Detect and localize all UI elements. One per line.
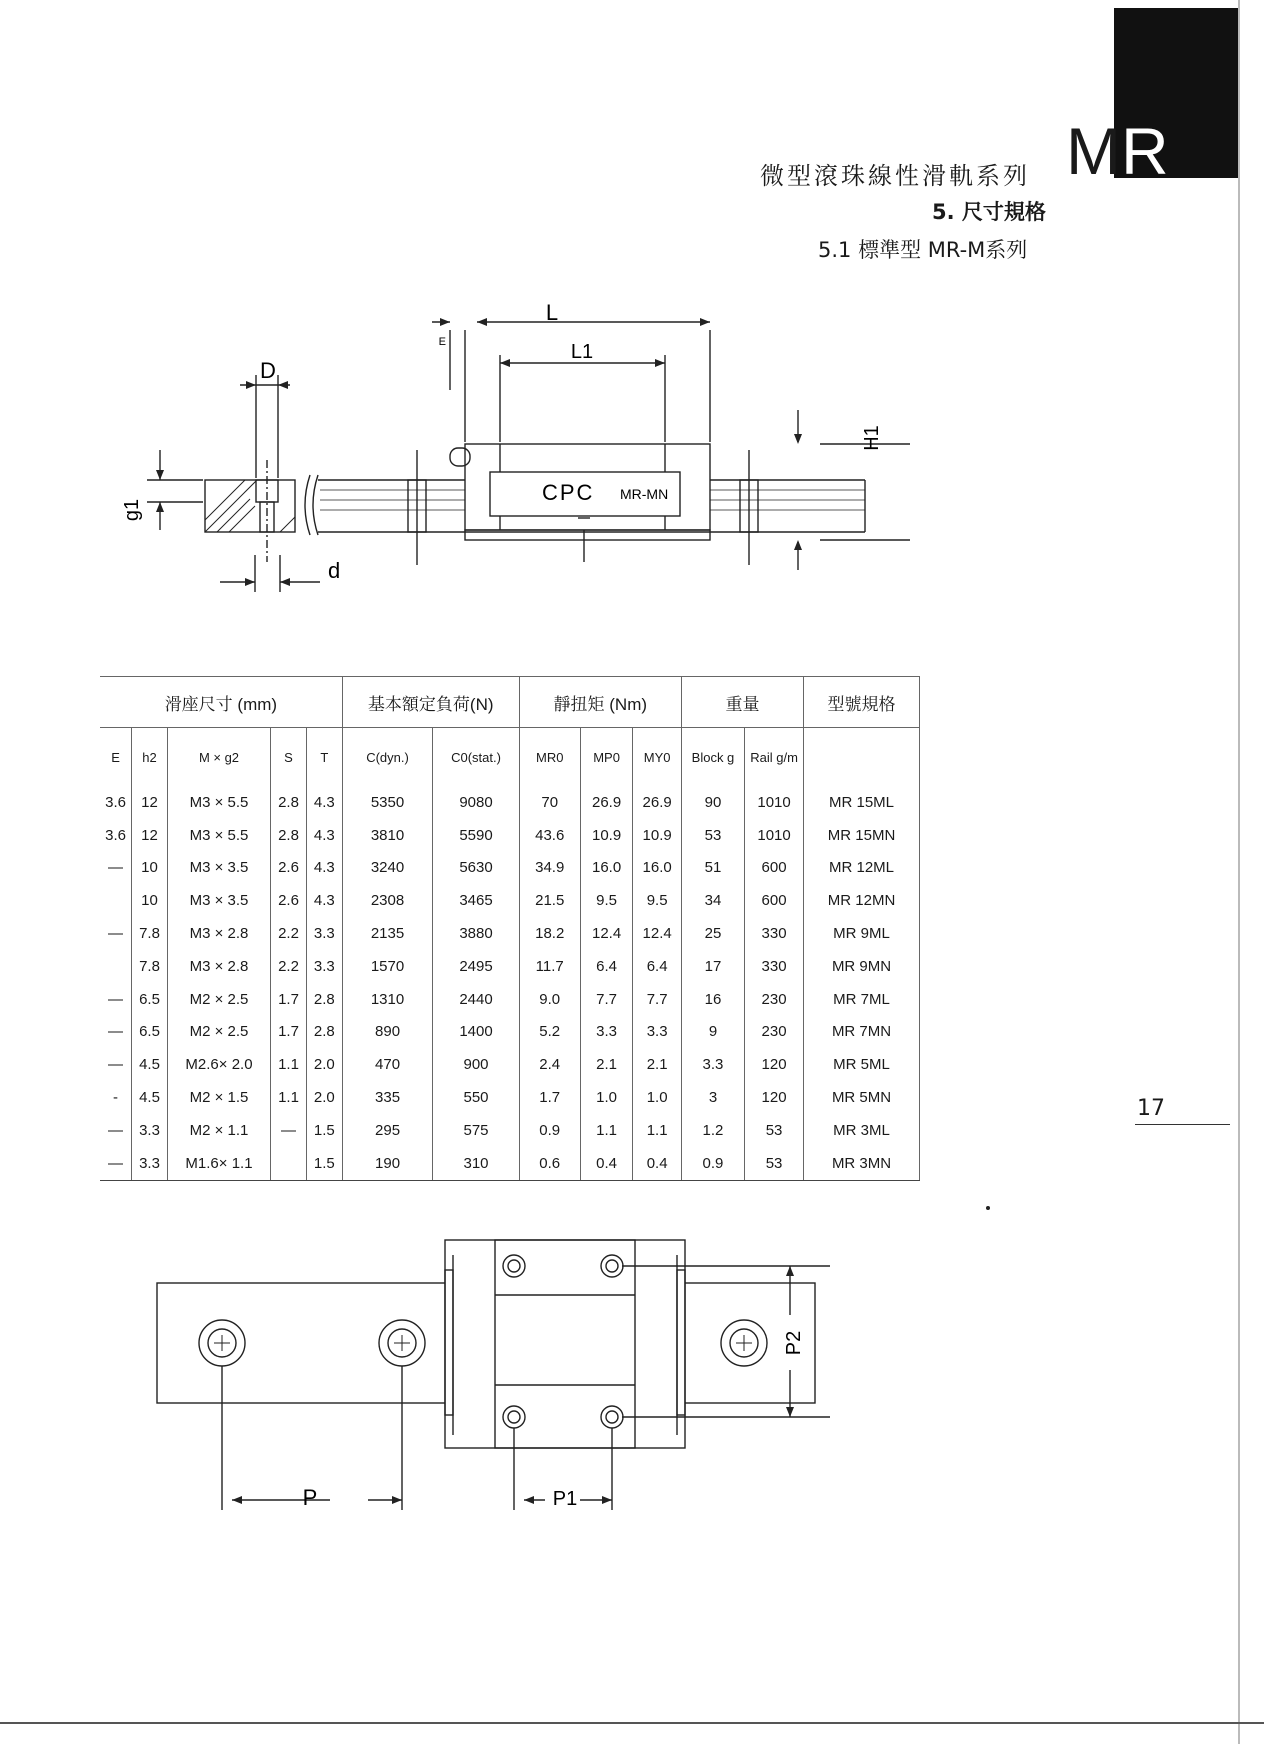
table-cell: 26.9	[633, 786, 681, 819]
table-row	[100, 1147, 920, 1180]
table-cell: 1.5	[306, 1147, 342, 1180]
table-cell: 2.6	[271, 852, 307, 885]
table-cell: 230	[745, 1016, 804, 1049]
table-row	[100, 1114, 920, 1147]
table-cell: M3 × 3.5	[167, 852, 270, 885]
table-cell: 120	[745, 1081, 804, 1114]
table-cell: 3.3	[633, 1016, 681, 1049]
table-cell: 1010	[745, 786, 804, 819]
table-cell: 9.0	[519, 983, 580, 1016]
table-cell: 21.5	[519, 884, 580, 917]
section-title	[932, 196, 1046, 226]
table-cell: M2 × 1.5	[167, 1081, 270, 1114]
table-cell: 1.1	[580, 1114, 633, 1147]
table-cell: 26.9	[580, 786, 633, 819]
table-cell: MR 5ML	[804, 1048, 920, 1081]
table-cell: —	[108, 925, 124, 943]
table-cell: 9.5	[580, 884, 633, 917]
block-brand-text: CPC	[542, 480, 595, 505]
table-cell: —	[108, 1056, 124, 1074]
table-cell: —	[100, 1147, 132, 1180]
table-cell: 5630	[433, 852, 519, 885]
table-cell: 3810	[342, 819, 433, 852]
dim-label-E: E	[438, 336, 446, 348]
col-header: h2	[132, 728, 168, 787]
table-cell: 3465	[433, 884, 519, 917]
table-cell: 3880	[433, 917, 519, 950]
table-row	[100, 1048, 920, 1081]
dim-label-P1: P1	[552, 1488, 578, 1510]
table-cell: M2 × 2.5	[167, 1016, 270, 1049]
table-cell: 7.8	[132, 950, 168, 983]
header-model: 型號規格	[804, 677, 920, 728]
table-cell: M2.6× 2.0	[167, 1048, 270, 1081]
table-cell: 70	[519, 786, 580, 819]
table-cell: 0.9	[519, 1114, 580, 1147]
table-cell: 2.0	[306, 1048, 342, 1081]
table-cell: 18.2	[519, 917, 580, 950]
table-cell: 7.7	[580, 983, 633, 1016]
table-cell: 7.8	[132, 917, 168, 950]
col-header: E	[111, 749, 120, 765]
table-cell: MR 9MN	[804, 950, 920, 983]
table-cell: 4.3	[306, 852, 342, 885]
table-cell: 2.4	[519, 1048, 580, 1081]
table-cell: —	[108, 990, 124, 1008]
col-header: MP0	[580, 728, 633, 787]
table-cell	[271, 1147, 307, 1180]
subsection-title: 5.1 標準型 MR-M系列	[818, 238, 1028, 262]
table-cell: 2.8	[306, 983, 342, 1016]
table-cell: —	[108, 1023, 124, 1041]
table-cell: MR 3ML	[804, 1114, 920, 1147]
table-cell: 5590	[433, 819, 519, 852]
table-cell: 2440	[433, 983, 519, 1016]
table-body	[100, 786, 920, 1180]
dim-label-P: P	[302, 1485, 318, 1510]
table-cell: —	[108, 859, 124, 877]
table-cell: 11.7	[519, 950, 580, 983]
table-cell: MR 9ML	[804, 917, 920, 950]
dim-label-H1: H1	[861, 425, 883, 451]
side-view-diagram	[120, 300, 920, 600]
series-code-m: M	[1066, 114, 1121, 188]
table-cell: 335	[342, 1081, 433, 1114]
table-cell: MR 15ML	[804, 786, 920, 819]
table-cell: M3 × 5.5	[167, 819, 270, 852]
table-cell: 3.3	[580, 1016, 633, 1049]
table-cell: 6.4	[633, 950, 681, 983]
table-cell: 3.3	[306, 917, 342, 950]
page-number: 17	[1137, 1096, 1165, 1121]
table-cell: 3240	[342, 852, 433, 885]
table-cell: 310	[433, 1147, 519, 1180]
table-cell: 2495	[433, 950, 519, 983]
table-cell: 600	[745, 852, 804, 885]
table-cell: MR 12ML	[804, 852, 920, 885]
table-cell: 1.2	[681, 1114, 744, 1147]
table-row	[100, 983, 920, 1016]
top-view-diagram	[140, 1225, 900, 1525]
table-cell: 2.2	[271, 917, 307, 950]
dim-label-D: D	[260, 358, 276, 383]
table-cell: 10	[132, 852, 168, 885]
col-header	[804, 728, 920, 787]
table-cell: 53	[745, 1147, 804, 1180]
table-cell: 10.9	[580, 819, 633, 852]
header-block-dims: 滑座尺寸 (mm)	[100, 677, 342, 728]
table-cell: 5350	[342, 786, 433, 819]
table-cell: 295	[342, 1114, 433, 1147]
header-weight: 重量	[681, 677, 803, 728]
table-cell: 6.5	[132, 983, 168, 1016]
table-cell: 16.0	[633, 852, 681, 885]
table-cell: 12	[132, 819, 168, 852]
header-static-moment: 靜扭矩 (Nm)	[519, 677, 681, 728]
table-cell	[100, 950, 132, 983]
table-cell: 3.3	[306, 950, 342, 983]
table-cell: M3 × 5.5	[167, 786, 270, 819]
col-header: T	[306, 728, 342, 787]
table-cell: 2.8	[271, 786, 307, 819]
table-cell: 12	[132, 786, 168, 819]
table-cell: -	[113, 1089, 119, 1107]
col-header: S	[271, 728, 307, 787]
table-cell: 2.1	[633, 1048, 681, 1081]
table-cell	[100, 884, 132, 917]
table-cell: 16	[681, 983, 744, 1016]
table-cell: 1400	[433, 1016, 519, 1049]
table-cell: 4.5	[132, 1081, 168, 1114]
table-cell: 1010	[745, 819, 804, 852]
table-cell: 53	[745, 1114, 804, 1147]
table-cell: 5.2	[519, 1016, 580, 1049]
table-cell: 34.9	[519, 852, 580, 885]
table-cell: 2.8	[306, 1016, 342, 1049]
table-cell: 3.6	[105, 826, 126, 844]
dim-label-L: L	[545, 300, 559, 325]
table-cell: 9.5	[633, 884, 681, 917]
col-header: C(dyn.)	[342, 728, 433, 787]
table-cell: 1.0	[633, 1081, 681, 1114]
table-cell: 890	[342, 1016, 433, 1049]
table-cell: 2.8	[271, 819, 307, 852]
col-header: MR0	[519, 728, 580, 787]
table-cell: 2308	[342, 884, 433, 917]
table-row	[100, 950, 920, 983]
section-number: 5.	[932, 200, 955, 224]
table-cell: 10	[132, 884, 168, 917]
table-cell: 4.3	[306, 884, 342, 917]
table-cell: 53	[681, 819, 744, 852]
table-cell: 2.1	[580, 1048, 633, 1081]
table-cell: 0.4	[633, 1147, 681, 1180]
dim-label-d: d	[328, 558, 341, 583]
table-cell: 9	[681, 1016, 744, 1049]
page-number-rule	[1135, 1124, 1230, 1125]
table-row	[100, 917, 920, 950]
table-cell: 51	[681, 852, 744, 885]
table-cell: 1.1	[271, 1048, 307, 1081]
table-cell: 2.6	[271, 884, 307, 917]
table-cell: 1.7	[271, 983, 307, 1016]
table-cell: —	[108, 1121, 124, 1139]
table-cell: 2135	[342, 917, 433, 950]
table-cell: MR 7MN	[804, 1016, 920, 1049]
table-cell: 1.1	[633, 1114, 681, 1147]
header-load-rating: 基本額定負荷(N)	[342, 677, 519, 728]
table-cell: 600	[745, 884, 804, 917]
table-cell: 1.0	[580, 1081, 633, 1114]
table-cell: 16.0	[580, 852, 633, 885]
table-row	[100, 786, 920, 819]
table-cell: MR 7ML	[804, 983, 920, 1016]
table-row	[100, 819, 920, 852]
table-cell: M3 × 2.8	[167, 950, 270, 983]
stray-dot	[986, 1206, 990, 1210]
table-cell: MR 3MN	[804, 1147, 920, 1180]
table-cell: 9080	[433, 786, 519, 819]
table-row	[100, 1016, 920, 1049]
table-cell: 4.3	[306, 786, 342, 819]
dim-label-g1: g1	[121, 498, 143, 522]
table-cell: 1.7	[519, 1081, 580, 1114]
table-cell: 230	[745, 983, 804, 1016]
table-cell: 470	[342, 1048, 433, 1081]
table-cell: 90	[681, 786, 744, 819]
table-cell: 0.4	[580, 1147, 633, 1180]
table-cell: 12.4	[580, 917, 633, 950]
col-header: Block g	[681, 728, 744, 787]
col-header: C0(stat.)	[433, 728, 519, 787]
series-code	[1066, 114, 1169, 188]
block-model-text: MR-MN	[620, 486, 669, 502]
table-cell: 7.7	[633, 983, 681, 1016]
table-cell: 575	[433, 1114, 519, 1147]
page-bottom-line	[0, 1722, 1264, 1724]
table-cell: M3 × 2.8	[167, 917, 270, 950]
table-cell: 3.3	[132, 1114, 168, 1147]
table-row	[100, 884, 920, 917]
col-header: MY0	[633, 728, 681, 787]
table-row	[100, 1081, 920, 1114]
table-cell: M3 × 3.5	[167, 884, 270, 917]
table-cell: 3.3	[132, 1147, 168, 1180]
table-cell: MR 15MN	[804, 819, 920, 852]
table-cell: 17	[681, 950, 744, 983]
table-cell: 25	[681, 917, 744, 950]
spec-table	[100, 676, 920, 1181]
table-cell: 12.4	[633, 917, 681, 950]
table-cell: 330	[745, 917, 804, 950]
table-cell: 1.7	[271, 1016, 307, 1049]
table-cell: 120	[745, 1048, 804, 1081]
table-cell: 2.0	[306, 1081, 342, 1114]
table-cell: —	[271, 1114, 307, 1147]
table-cell: 6.5	[132, 1016, 168, 1049]
series-code-r: R	[1120, 114, 1169, 188]
table-cell: 1310	[342, 983, 433, 1016]
table-cell: 1.1	[271, 1081, 307, 1114]
table-row	[100, 852, 920, 885]
page-edge-line	[1238, 0, 1240, 1744]
table-cell: 4.5	[132, 1048, 168, 1081]
table-cell: 550	[433, 1081, 519, 1114]
table-cell: 10.9	[633, 819, 681, 852]
series-title: 微型滾珠線性滑軌系列	[760, 162, 1030, 190]
dim-label-L1: L1	[570, 341, 594, 363]
table-cell: M2 × 2.5	[167, 983, 270, 1016]
table-cell: MR 5MN	[804, 1081, 920, 1114]
table-cell: 3.6	[105, 793, 126, 811]
table-cell: 1.5	[306, 1114, 342, 1147]
table-cell: 0.6	[519, 1147, 580, 1180]
table-cell: 4.3	[306, 819, 342, 852]
dim-label-P2: P2	[783, 1330, 805, 1356]
table-cell: 3	[681, 1081, 744, 1114]
table-cell: 0.9	[681, 1147, 744, 1180]
table-cell: 6.4	[580, 950, 633, 983]
table-cell: 34	[681, 884, 744, 917]
table-cell: 190	[342, 1147, 433, 1180]
section-title-text: 尺寸規格	[961, 200, 1046, 224]
table-cell: MR 12MN	[804, 884, 920, 917]
table-cell: 900	[433, 1048, 519, 1081]
table-cell: 330	[745, 950, 804, 983]
table-cell: M2 × 1.1	[167, 1114, 270, 1147]
table-cell: 1570	[342, 950, 433, 983]
table-cell: 3.3	[681, 1048, 744, 1081]
col-header: Rail g/m	[745, 728, 804, 787]
table-cell: 2.2	[271, 950, 307, 983]
table-cell: 43.6	[519, 819, 580, 852]
col-header: M × g2	[167, 728, 270, 787]
table-cell: M1.6× 1.1	[167, 1147, 270, 1180]
